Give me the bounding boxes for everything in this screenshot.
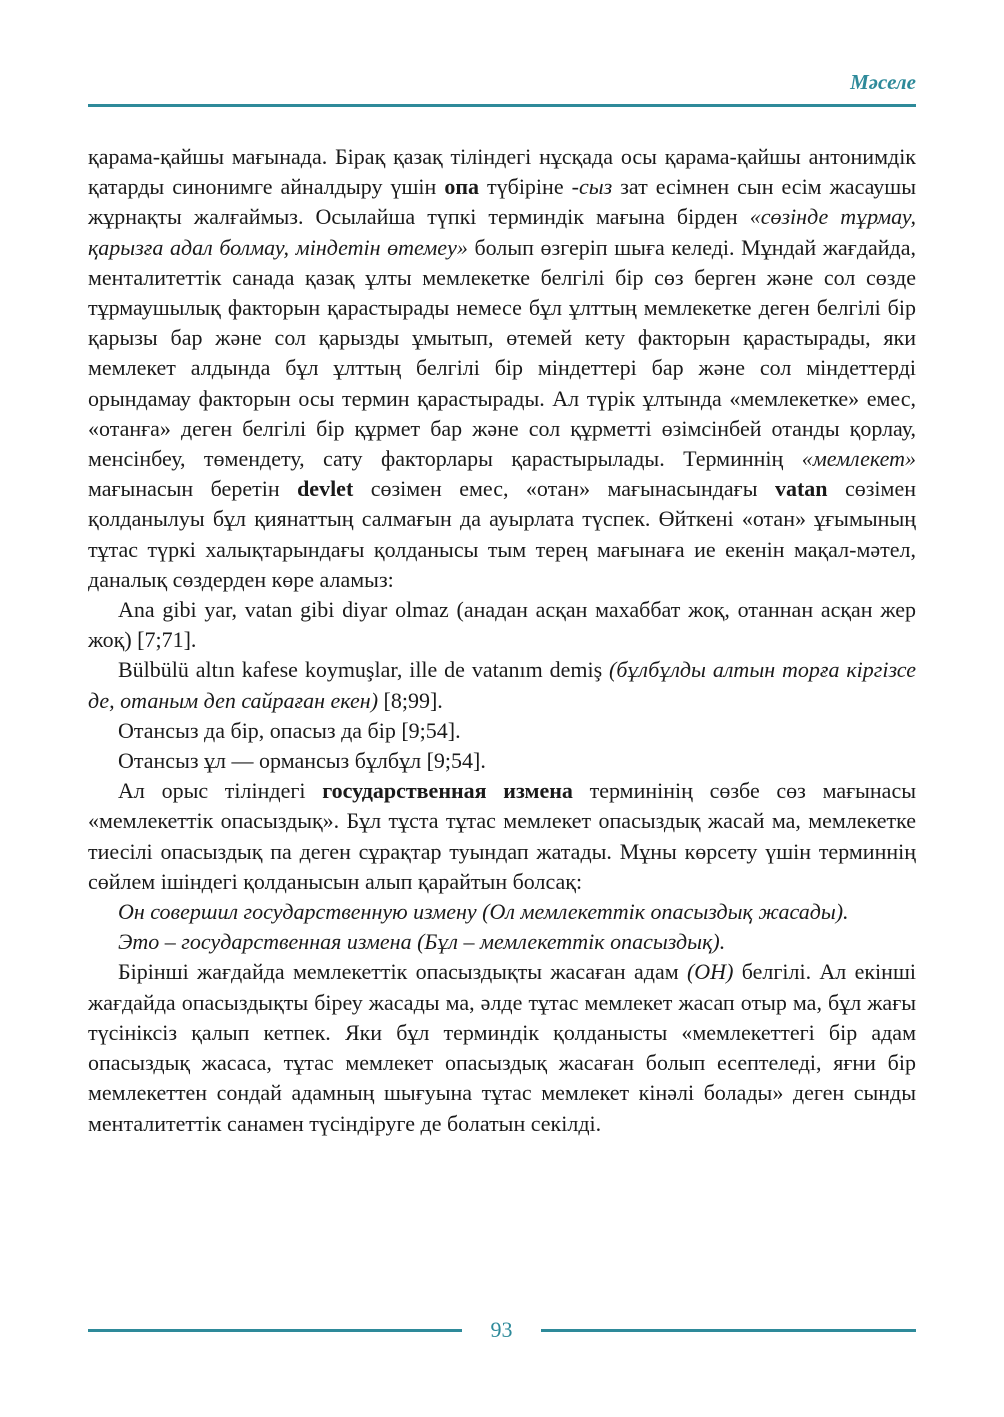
paragraph-1-text-5: мағынасын беретін [88, 476, 298, 502]
term-memleket: «мемлекет» [801, 446, 916, 472]
paragraph-6-text-1: Ал орыс тіліндегі [118, 778, 323, 804]
suffix-syz: сыз [578, 174, 613, 200]
paragraph-3 [88, 655, 916, 715]
paragraph-2: Ana gibi yar, vatan gibi diyar olmaz (анадан асқан махаббат жоқ, отаннан асқан жер жоқ) [7;71]. [88, 597, 916, 653]
meaning-quote: «сөзінде тұрмау, қарызға адал болмау, міндетін өтемеу» [88, 204, 916, 260]
paragraph-9-on: (ОН) [686, 959, 734, 985]
footer-divider-left [88, 1329, 462, 1332]
paragraph-1-text-6: сөзімен емес, «отан» мағынасындағы [353, 476, 775, 502]
term-devlet: devlet [297, 476, 354, 502]
paragraph-6-text-2: терминінің сөзбе сөз мағынасы «мемлекеттік опасыздық». Бұл тұста тұтас мемлекет опасыздық жасай ма, мемлекетке тиесілі опасыздық па деген сұрақтар туындап жатады. Мұны көрсету үшін терминнің сөйлем ішіндегі қолданысын алып қарайтын болсақ: [88, 778, 916, 894]
paragraph-3-translation: (бұлбұлды алтын торға кіргізсе де, отаным деп сайраған екен) [88, 657, 916, 713]
paragraph-9 [88, 957, 916, 1138]
paragraph-1-text-7: сөзімен қолданылуы бұл қиянаттың салмағын да ауырлата түспек. Өйткені «отан» ұғымының тұтас түркі халықтарындағы қолданысы тым терең мағынаға ие екенін мақал-мәтел, даналық сөздерден көре аламыз: [88, 476, 917, 592]
term-opa: опа [444, 174, 479, 200]
term-vatan: vatan [774, 476, 828, 502]
paragraph-1-text-4: болып өзгеріп шыға келеді. Мұндай жағдайда, менталитеттік санада қазақ ұлты мемлекетке белгілі бір сөз берген және сол сөзде тұрмаушылық факторын қарастырады немесе бұл ұлттың мемлекетке деген белгілі бір қарызы бар және сол қарызды ұмытып, өтемей кету факторын қарастырады, яки мемлекет алдында бұл ұлттың белгілі бір міндеттері бар және сол міндеттерді орындамау факторын осы термин қарастырады. Ал түрік ұлтында «мемлекетке» емес, «отанға» деген белгілі бір құрмет бар және сол құрметті өзімсінбей отанды қорлау, менсінбеу, төмендету, сату факторлары қарастырылады. Терминнің [88, 234, 917, 472]
paragraph-3-text-1: Bülbülü altın kafese koymuşlar, ille de vatanım demiş [118, 657, 610, 683]
running-header-title: Мәселе [850, 70, 916, 94]
paragraph-9-text-2: белгілі. Ал екінші жағдайда опасыздықты біреу жасады ма, әлде тұтас мемлекет жасап отыр ма, бұл жағы түсініксіз қалып кетпек. Яки бұл терминдік қолданысты «мемлекеттегі бір адам опасыздық жасаса, тұтас мемлекет опасыздық жасаған болып есептеледі, яғни бір мемлекеттен сондай адамның шығуына тұтас мемлекет кінәлі болады» деген сынды менталитеттік санамен түсіндіруге де болатын секілді. [88, 959, 916, 1136]
paragraph-1-text-3: зат есімнен сын есім жасаушы жұрнақты жалғаймыз. Осылайша түпкі терминдік мағына бірден [88, 174, 916, 230]
paragraph-1-text-1: қарама-қайшы мағынада. Бірақ қазақ тіліндегі нұсқада осы қарама-қайшы антонимдік қатарды синонимге айналдыру үшін [88, 144, 916, 200]
example-1: Он совершил государственную измену (Ол мемлекеттік опасыздық жасады). [118, 899, 849, 925]
header-divider [88, 104, 916, 107]
example-2: Это – государственная измена (Бұл – мемлекеттік опасыздық). [118, 929, 726, 955]
term-gosudarstvennaya-izmena: государственная измена [322, 778, 573, 804]
paragraph-1 [88, 142, 916, 595]
page-number: 93 [490, 1317, 513, 1342]
paragraph-3-citation: [8;99]. [378, 687, 443, 713]
paragraph-5: Отансыз ұл — ормансыз бұлбұл [9;54]. [118, 748, 486, 774]
paragraph-9-text-1: Бірінші жағдайда мемлекеттік опасыздықты жасаған адам [118, 959, 687, 985]
paragraph-1-text-2: түбіріне - [479, 174, 579, 200]
page-body [88, 142, 916, 1139]
footer-divider-right [541, 1329, 916, 1332]
paragraph-6 [88, 776, 916, 897]
paragraph-4: Отансыз да бір, опасыз да бір [9;54]. [118, 717, 461, 743]
